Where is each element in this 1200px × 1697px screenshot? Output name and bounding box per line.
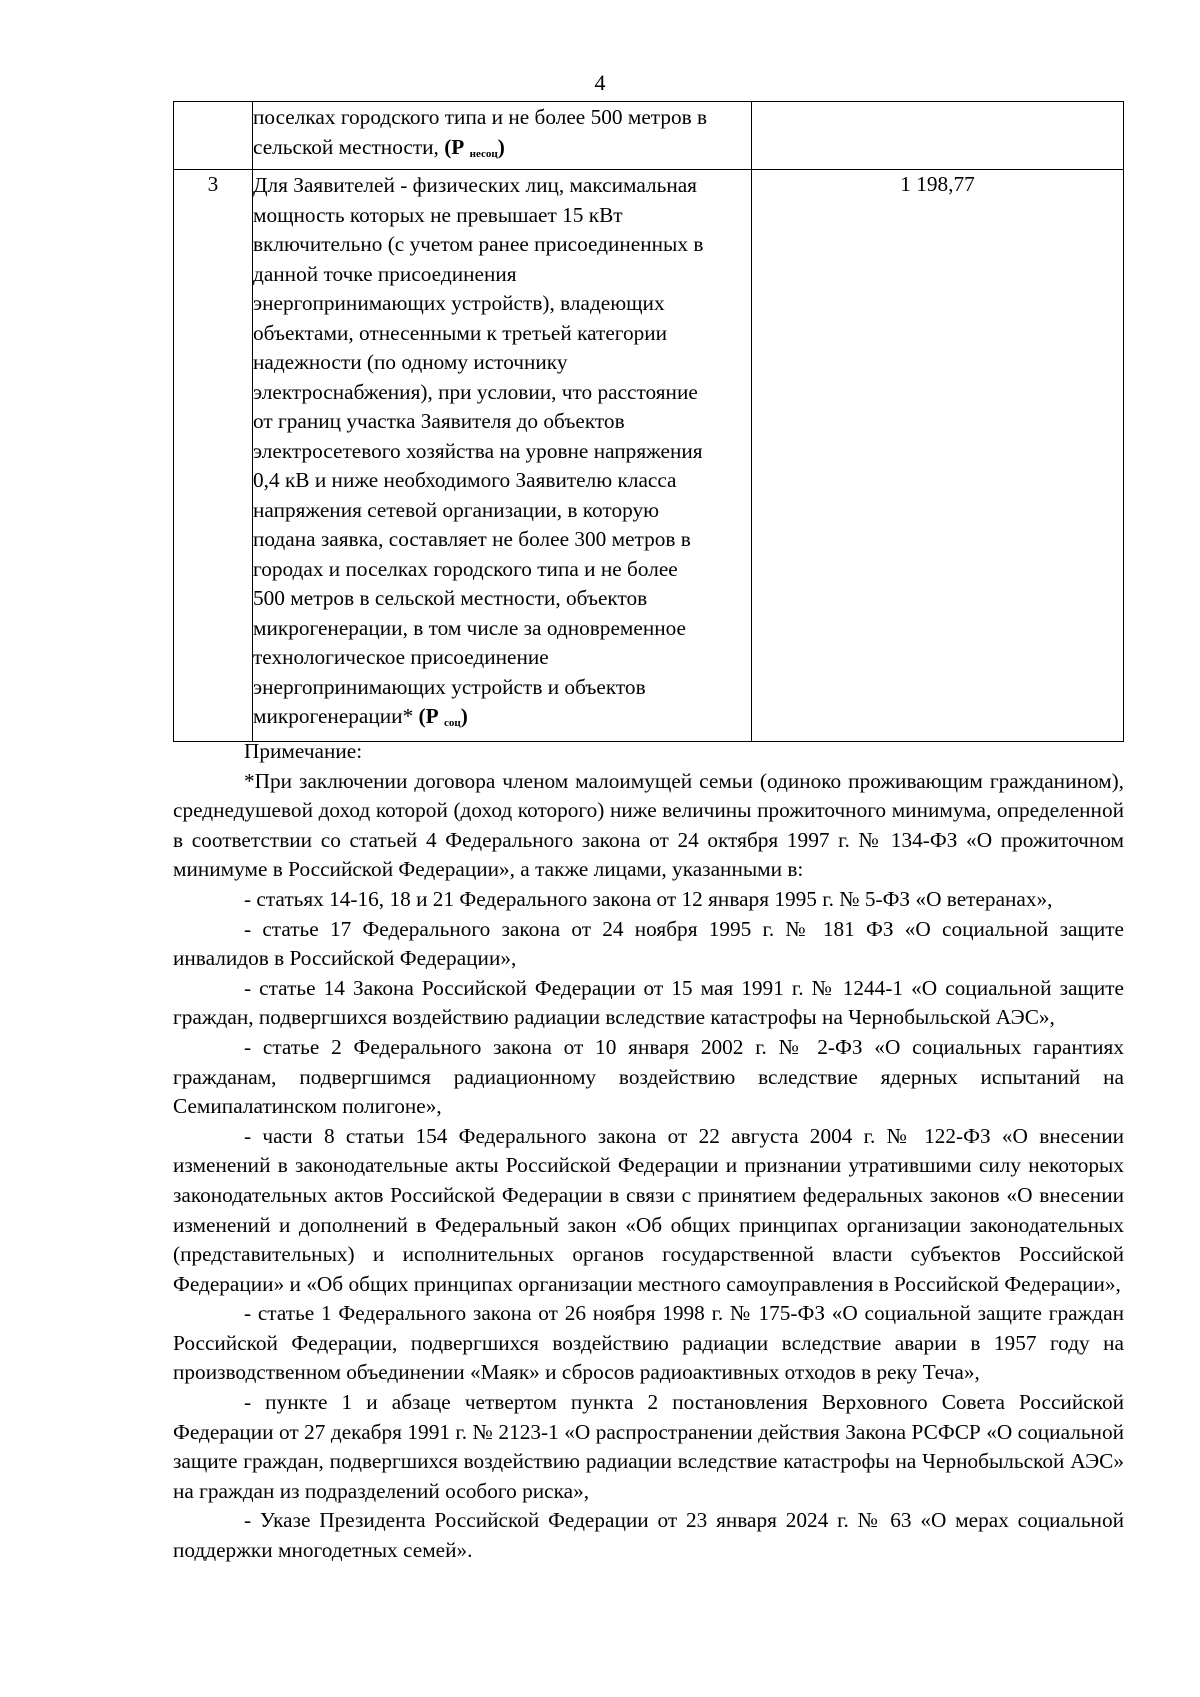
row-description bbox=[253, 102, 752, 170]
description-line: технологическое присоединение bbox=[253, 645, 549, 669]
description-line: мощность которых не превышает 15 кВт bbox=[253, 202, 623, 227]
description-line: надежности (по одному источнику bbox=[253, 350, 568, 374]
description-line: напряжения сетевой организации, в которую bbox=[253, 497, 660, 522]
description-line: энергопринимающих устройств), владеющих bbox=[253, 291, 665, 315]
row-value bbox=[752, 102, 1124, 170]
description-text: микрогенерации* bbox=[253, 704, 419, 728]
description-line: Для Заявителей - физических лиц, максимальная bbox=[253, 173, 697, 197]
description-line-with-symbol bbox=[253, 133, 751, 170]
description-line: энергопринимающих устройств и объектов bbox=[253, 674, 646, 699]
description-text: сельской местности, bbox=[253, 134, 445, 159]
description-line: городах и поселках городского типа и не более bbox=[253, 556, 678, 581]
note-paragraph: - статье 2 Федерального закона от 10 января 2002 г. № 2-ФЗ «О социальных гарантиях гражданам, подвергшимся радиационному воздействию вследствие ядерных испытаний на Семипалатинском полигоне», bbox=[173, 1034, 1124, 1119]
symbol-main: Р bbox=[451, 134, 465, 159]
note-paragraph: - статье 14 Закона Российской Федерации от 15 мая 1991 г. № 1244-1 «О социальной защите граждан, подвергшихся воздействию радиации вследствие катастрофы на Чернобыльской АЭС», bbox=[173, 975, 1124, 1030]
description-line: поселках городского типа и не более 500 метров в bbox=[253, 105, 708, 129]
description-line: 0,4 кВ и ниже необходимого Заявителю класса bbox=[253, 468, 677, 492]
table-row bbox=[174, 170, 1124, 742]
symbol-open: ( bbox=[418, 704, 426, 728]
note-paragraph: - статьях 14-16, 18 и 21 Федерального закона от 12 января 1995 г. № 5-ФЗ «О ветеранах», bbox=[244, 886, 1053, 911]
description-line: 500 метров в сельской местности, объектов bbox=[253, 586, 648, 610]
symbol-subscript: несоц bbox=[469, 147, 498, 160]
notes-title: Примечание: bbox=[244, 739, 363, 763]
symbol-close: ) bbox=[497, 134, 505, 159]
note-paragraph: - статье 1 Федерального закона от 26 ноября 1998 г. № 175-ФЗ «О социальной защите граждан Российской Федерации, подвергшихся воздействию радиации вследствие аварии в 1957 году на производственном объединении «Маяк» и сбросов радиоактивных отходов в реку Теча», bbox=[173, 1301, 1124, 1385]
note-paragraph: - Указе Президента Российской Федерации от 23 января 2024 г. № 63 «О мерах социальной поддержки многодетных семей». bbox=[173, 1508, 1124, 1563]
description-line: от границ участка Заявителя до объектов bbox=[253, 409, 625, 433]
page-number: 4 bbox=[594, 70, 606, 95]
tariff-table bbox=[173, 101, 1124, 742]
row-number: 3 bbox=[174, 170, 253, 742]
description-line: подана заявка, составляет не более 300 метров в bbox=[253, 527, 691, 551]
row-number bbox=[174, 102, 253, 170]
row-description bbox=[253, 170, 752, 742]
description-line: объектами, отнесенными к третьей категории bbox=[253, 320, 668, 345]
row-value: 1 198,77 bbox=[752, 170, 1124, 742]
description-line: данной точке присоединения bbox=[253, 261, 517, 286]
description-line: микрогенерации, в том числе за одновременное bbox=[253, 615, 686, 640]
description-line: включительно (с учетом ранее присоединенных в bbox=[253, 232, 704, 256]
note-paragraph: - части 8 статьи 154 Федерального закона от 22 августа 2004 г. № 122-ФЗ «О внесении изменений в законодательные акты Российской Федерации и признании утратившими силу некоторых законодательных актов Российской Федерации в связи с принятием федеральных законов «О внесении изменений и дополнений в Федеральный закон «Об общих принципах организации законодательных (представительных) и исполнительных органов государственной власти субъектов Российской Федерации» и «Об общих принципах организации местного самоуправления в Российской Федерации», bbox=[173, 1123, 1124, 1296]
description-line-with-symbol bbox=[253, 702, 751, 739]
symbol-open: ( bbox=[444, 134, 452, 159]
symbol-subscript: соц bbox=[443, 717, 461, 729]
note-paragraph: - статье 17 Федерального закона от 24 ноября 1995 г. № 181 ФЗ «О социальной защите инвалидов в Российской Федерации», bbox=[173, 916, 1124, 971]
note-paragraph: *При заключении договора членом малоимущей семьи (одиноко проживающим гражданином), среднедушевой доход которой (доход которого) ниже величины прожиточного минимума, определенной в соответствии со статьей 4 Федерального закона от 24 октября 1997 г. № 134-ФЗ «О прожиточном минимуме в Российской Федерации», а также лицами, указанными в: bbox=[173, 768, 1124, 882]
note-paragraph: - пункте 1 и абзаце четвертом пункта 2 постановления Верховного Совета Российской Федерации от 27 декабря 1991 г. № 2123-1 «О распространении действия Закона РСФСР «О социальной защите граждан, подвергшихся воздействию радиации вследствие катастрофы на Чернобыльской АЭС» на граждан из подразделений особого риска», bbox=[173, 1390, 1124, 1503]
table-row bbox=[174, 102, 1124, 170]
symbol-main: Р bbox=[425, 704, 439, 728]
symbol-close: ) bbox=[460, 704, 468, 728]
description-line: электроснабжения), при условии, что расстояние bbox=[253, 379, 698, 404]
notes-section bbox=[173, 737, 1124, 1566]
description-line: электросетевого хозяйства на уровне напряжения bbox=[253, 438, 703, 463]
